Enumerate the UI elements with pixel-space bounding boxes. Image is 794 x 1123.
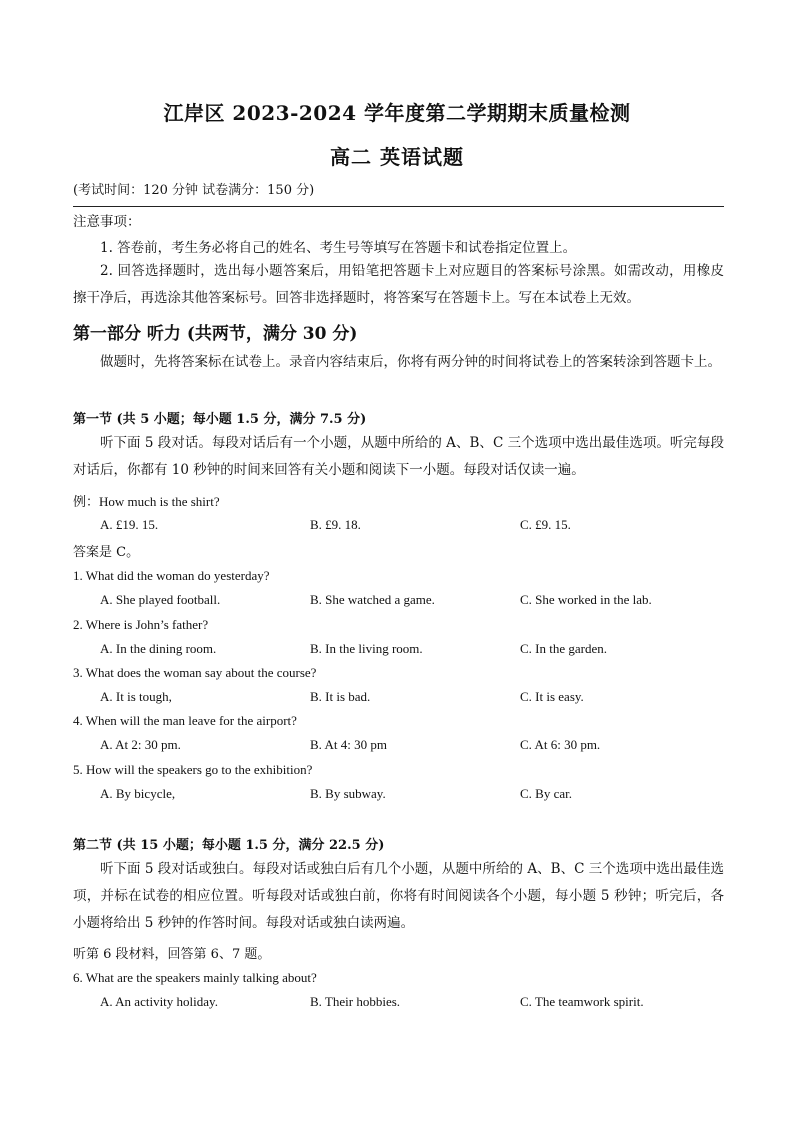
question-4-option-a: A. At 2: 30 pm.	[100, 737, 181, 752]
header-divider	[73, 206, 724, 207]
section1-heading: 第一节 (共 5 小题；每小题 1.5 分，满分 7.5 分)	[73, 412, 367, 427]
question-6: 6. What are the speakers mainly talking about?	[73, 970, 317, 985]
notice-item-2: 2. 回答选择题时，选出每小题答案后，用铅笔把答题卡上对应题目的答案标号涂黑。如需改动，用橡皮擦干净后，再选涂其他答案标号。回答非选择题时，将答案写在答题卡上。写在本试卷上无效。	[73, 263, 724, 306]
example-answer: 答案是 C。	[73, 545, 140, 560]
question-3-option-a: A. It is tough,	[100, 689, 172, 704]
question-4-option-b: B. At 4: 30 pm	[310, 737, 387, 752]
question-2-option-b: B. In the living room.	[310, 641, 423, 656]
example-option-c: C. £9. 15.	[520, 517, 571, 532]
notice-heading: 注意事项：	[73, 214, 141, 230]
question-2: 2. Where is John’s father?	[73, 617, 209, 632]
question-3-option-b: B. It is bad.	[310, 689, 371, 704]
question-5-option-b: B. By subway.	[310, 786, 386, 801]
question-1-option-a: A. She played football.	[100, 592, 221, 607]
example-option-a: A. £19. 15.	[100, 517, 159, 532]
exam-info: (考试时间：120 分钟 试卷满分：150 分)	[73, 183, 315, 198]
question-5-option-c: C. By car.	[520, 786, 572, 801]
question-2-option-c: C. In the garden.	[520, 641, 608, 656]
material-6-note: 听第 6 段材料，回答第 6、7 题。	[73, 947, 271, 962]
question-6-option-b: B. Their hobbies.	[310, 994, 401, 1009]
question-5-option-a: A. By bicycle,	[100, 786, 176, 801]
example-question: 例：How much is the shirt?	[73, 494, 220, 509]
exam-subtitle: 高二 英语试题	[330, 145, 464, 169]
question-4: 4. When will the man leave for the airport?	[73, 713, 297, 728]
question-2-option-a: A. In the dining room.	[100, 641, 217, 656]
question-1-option-c: C. She worked in the lab.	[520, 592, 652, 607]
question-5: 5. How will the speakers go to the exhibition?	[73, 762, 313, 777]
section2-instructions: 听下面 5 段对话或独白。每段对话或独白后有几个小题，从题中所给的 A、B、C 三个选项中选出最佳选项，并标在试卷的相应位置。听每段对话或独白前，你将有时间阅读各个小题，每小题 5 秒钟；听完后，各小题将给出 5 秒钟的作答时间。每段对话或独白读两遍。	[73, 861, 724, 931]
question-6-option-a: A. An activity holiday.	[100, 994, 218, 1009]
question-4-option-c: C. At 6: 30 pm.	[520, 737, 601, 752]
question-1-option-b: B. She watched a game.	[310, 592, 435, 607]
question-3-option-c: C. It is easy.	[520, 689, 584, 704]
question-1: 1. What did the woman do yesterday?	[73, 568, 270, 583]
part1-heading: 第一部分 听力 (共两节，满分 30 分)	[73, 324, 358, 344]
example-option-b: B. £9. 18.	[310, 517, 361, 532]
question-6-option-c: C. The teamwork spirit.	[520, 994, 644, 1009]
part1-intro: 做题时，先将答案标在试卷上。录音内容结束后，你将有两分钟的时间将试卷上的答案转涂到答题卡上。	[100, 354, 721, 370]
section2-heading: 第二节 (共 15 小题；每小题 1.5 分，满分 22.5 分)	[73, 838, 385, 853]
exam-title: 江岸区 2023-2024 学年度第二学期期末质量检测	[163, 101, 631, 125]
section1-instructions: 听下面 5 段对话。每段对话后有一个小题，从题中所给的 A、B、C 三个选项中选出最佳选项。听完每段对话后，你都有 10 秒钟的时间来回答有关小题和阅读下一小题。每段对话仅读一遍。	[73, 435, 724, 478]
question-3: 3. What does the woman say about the course?	[73, 665, 317, 680]
notice-item-1: 1. 答卷前，考生务必将自己的姓名、考生号等填写在答题卡和试卷指定位置上。	[100, 240, 577, 256]
